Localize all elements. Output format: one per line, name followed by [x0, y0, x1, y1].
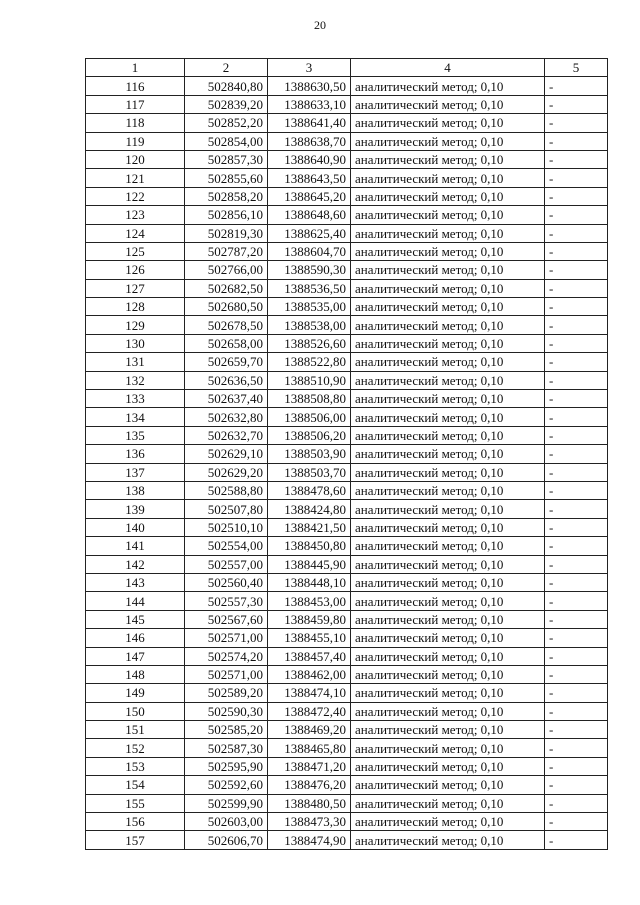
- note-cell: -: [545, 408, 608, 426]
- table-row: [86, 684, 608, 702]
- method-accuracy-cell: аналитический метод; 0,10: [351, 794, 545, 812]
- table-row: [86, 445, 608, 463]
- note-cell: -: [545, 721, 608, 739]
- table-row: [86, 776, 608, 794]
- point-number-cell: 119: [86, 132, 185, 150]
- point-number-cell: 126: [86, 261, 185, 279]
- table-row: [86, 298, 608, 316]
- point-number-cell: 140: [86, 518, 185, 536]
- method-accuracy-cell: аналитический метод; 0,10: [351, 629, 545, 647]
- y-coordinate-cell: 1388465,80: [268, 739, 351, 757]
- table-row: [86, 132, 608, 150]
- note-cell: -: [545, 500, 608, 518]
- method-accuracy-cell: аналитический метод; 0,10: [351, 132, 545, 150]
- note-cell: -: [545, 757, 608, 775]
- point-number-cell: 141: [86, 537, 185, 555]
- method-accuracy-cell: аналитический метод; 0,10: [351, 390, 545, 408]
- table-row: [86, 261, 608, 279]
- note-cell: -: [545, 371, 608, 389]
- column-header-4: 4: [351, 59, 545, 77]
- x-coordinate-cell: 502554,00: [185, 537, 268, 555]
- method-accuracy-cell: аналитический метод; 0,10: [351, 831, 545, 849]
- x-coordinate-cell: 502637,40: [185, 390, 268, 408]
- point-number-cell: 131: [86, 353, 185, 371]
- x-coordinate-cell: 502629,20: [185, 463, 268, 481]
- x-coordinate-cell: 502557,00: [185, 555, 268, 573]
- point-number-cell: 136: [86, 445, 185, 463]
- x-coordinate-cell: 502632,80: [185, 408, 268, 426]
- y-coordinate-cell: 1388535,00: [268, 298, 351, 316]
- x-coordinate-cell: 502571,00: [185, 665, 268, 683]
- x-coordinate-cell: 502839,20: [185, 95, 268, 113]
- y-coordinate-cell: 1388478,60: [268, 481, 351, 499]
- table-row: [86, 610, 608, 628]
- y-coordinate-cell: 1388459,80: [268, 610, 351, 628]
- method-accuracy-cell: аналитический метод; 0,10: [351, 500, 545, 518]
- point-number-cell: 117: [86, 95, 185, 113]
- x-coordinate-cell: 502599,90: [185, 794, 268, 812]
- point-number-cell: 132: [86, 371, 185, 389]
- point-number-cell: 130: [86, 334, 185, 352]
- x-coordinate-cell: 502636,50: [185, 371, 268, 389]
- y-coordinate-cell: 1388473,30: [268, 813, 351, 831]
- table-row: [86, 114, 608, 132]
- note-cell: -: [545, 390, 608, 408]
- note-cell: -: [545, 445, 608, 463]
- y-coordinate-cell: 1388469,20: [268, 721, 351, 739]
- table-row: [86, 150, 608, 168]
- y-coordinate-cell: 1388471,20: [268, 757, 351, 775]
- note-cell: -: [545, 353, 608, 371]
- y-coordinate-cell: 1388645,20: [268, 187, 351, 205]
- table-row: [86, 187, 608, 205]
- note-cell: -: [545, 481, 608, 499]
- note-cell: -: [545, 242, 608, 260]
- method-accuracy-cell: аналитический метод; 0,10: [351, 279, 545, 297]
- point-number-cell: 128: [86, 298, 185, 316]
- table-row: [86, 169, 608, 187]
- point-number-cell: 157: [86, 831, 185, 849]
- x-coordinate-cell: 502560,40: [185, 573, 268, 591]
- y-coordinate-cell: 1388448,10: [268, 573, 351, 591]
- method-accuracy-cell: аналитический метод; 0,10: [351, 757, 545, 775]
- y-coordinate-cell: 1388506,20: [268, 426, 351, 444]
- table-row: [86, 794, 608, 812]
- method-accuracy-cell: аналитический метод; 0,10: [351, 114, 545, 132]
- x-coordinate-cell: 502571,00: [185, 629, 268, 647]
- note-cell: -: [545, 224, 608, 242]
- point-number-cell: 152: [86, 739, 185, 757]
- point-number-cell: 134: [86, 408, 185, 426]
- x-coordinate-cell: 502659,70: [185, 353, 268, 371]
- page-number: 20: [314, 18, 326, 32]
- note-cell: -: [545, 610, 608, 628]
- note-cell: -: [545, 206, 608, 224]
- point-number-cell: 142: [86, 555, 185, 573]
- method-accuracy-cell: аналитический метод; 0,10: [351, 739, 545, 757]
- table-row: [86, 242, 608, 260]
- y-coordinate-cell: 1388474,10: [268, 684, 351, 702]
- y-coordinate-cell: 1388648,60: [268, 206, 351, 224]
- note-cell: -: [545, 831, 608, 849]
- point-number-cell: 133: [86, 390, 185, 408]
- column-header-2: 2: [185, 59, 268, 77]
- x-coordinate-cell: 502606,70: [185, 831, 268, 849]
- note-cell: -: [545, 647, 608, 665]
- point-number-cell: 129: [86, 316, 185, 334]
- y-coordinate-cell: 1388474,90: [268, 831, 351, 849]
- y-coordinate-cell: 1388472,40: [268, 702, 351, 720]
- x-coordinate-cell: 502632,70: [185, 426, 268, 444]
- table-row: [86, 371, 608, 389]
- point-number-cell: 154: [86, 776, 185, 794]
- table-row: [86, 463, 608, 481]
- table-row: [86, 702, 608, 720]
- point-number-cell: 143: [86, 573, 185, 591]
- table-row: [86, 481, 608, 499]
- method-accuracy-cell: аналитический метод; 0,10: [351, 95, 545, 113]
- x-coordinate-cell: 502819,30: [185, 224, 268, 242]
- method-accuracy-cell: аналитический метод; 0,10: [351, 573, 545, 591]
- note-cell: -: [545, 426, 608, 444]
- table-row: [86, 500, 608, 518]
- note-cell: -: [545, 813, 608, 831]
- x-coordinate-cell: 502629,10: [185, 445, 268, 463]
- note-cell: -: [545, 261, 608, 279]
- method-accuracy-cell: аналитический метод; 0,10: [351, 261, 545, 279]
- point-number-cell: 150: [86, 702, 185, 720]
- note-cell: -: [545, 684, 608, 702]
- table-row: [86, 95, 608, 113]
- note-cell: -: [545, 518, 608, 536]
- method-accuracy-cell: аналитический метод; 0,10: [351, 242, 545, 260]
- x-coordinate-cell: 502680,50: [185, 298, 268, 316]
- point-number-cell: 155: [86, 794, 185, 812]
- x-coordinate-cell: 502857,30: [185, 150, 268, 168]
- table-row: [86, 77, 608, 95]
- x-coordinate-cell: 502658,00: [185, 334, 268, 352]
- note-cell: -: [545, 629, 608, 647]
- coordinates-table: [85, 58, 608, 850]
- x-coordinate-cell: 502557,30: [185, 592, 268, 610]
- table-row: [86, 629, 608, 647]
- table-row: [86, 757, 608, 775]
- point-number-cell: 151: [86, 721, 185, 739]
- x-coordinate-cell: 502574,20: [185, 647, 268, 665]
- method-accuracy-cell: аналитический метод; 0,10: [351, 721, 545, 739]
- note-cell: -: [545, 95, 608, 113]
- table-row: [86, 334, 608, 352]
- method-accuracy-cell: аналитический метод; 0,10: [351, 813, 545, 831]
- y-coordinate-cell: 1388640,90: [268, 150, 351, 168]
- point-number-cell: 124: [86, 224, 185, 242]
- y-coordinate-cell: 1388625,40: [268, 224, 351, 242]
- x-coordinate-cell: 502567,60: [185, 610, 268, 628]
- x-coordinate-cell: 502858,20: [185, 187, 268, 205]
- note-cell: -: [545, 776, 608, 794]
- x-coordinate-cell: 502787,20: [185, 242, 268, 260]
- note-cell: -: [545, 169, 608, 187]
- method-accuracy-cell: аналитический метод; 0,10: [351, 592, 545, 610]
- point-number-cell: 123: [86, 206, 185, 224]
- table-row: [86, 573, 608, 591]
- x-coordinate-cell: 502766,00: [185, 261, 268, 279]
- note-cell: -: [545, 132, 608, 150]
- table-header-row: [86, 59, 608, 77]
- point-number-cell: 148: [86, 665, 185, 683]
- y-coordinate-cell: 1388445,90: [268, 555, 351, 573]
- table-row: [86, 813, 608, 831]
- method-accuracy-cell: аналитический метод; 0,10: [351, 426, 545, 444]
- note-cell: -: [545, 537, 608, 555]
- y-coordinate-cell: 1388590,30: [268, 261, 351, 279]
- x-coordinate-cell: 502852,20: [185, 114, 268, 132]
- note-cell: -: [545, 316, 608, 334]
- y-coordinate-cell: 1388462,00: [268, 665, 351, 683]
- table-row: [86, 408, 608, 426]
- x-coordinate-cell: 502603,00: [185, 813, 268, 831]
- point-number-cell: 121: [86, 169, 185, 187]
- y-coordinate-cell: 1388453,00: [268, 592, 351, 610]
- point-number-cell: 144: [86, 592, 185, 610]
- note-cell: -: [545, 463, 608, 481]
- table-row: [86, 279, 608, 297]
- y-coordinate-cell: 1388476,20: [268, 776, 351, 794]
- point-number-cell: 146: [86, 629, 185, 647]
- x-coordinate-cell: 502588,80: [185, 481, 268, 499]
- point-number-cell: 116: [86, 77, 185, 95]
- y-coordinate-cell: 1388538,00: [268, 316, 351, 334]
- note-cell: -: [545, 187, 608, 205]
- note-cell: -: [545, 702, 608, 720]
- point-number-cell: 145: [86, 610, 185, 628]
- method-accuracy-cell: аналитический метод; 0,10: [351, 445, 545, 463]
- point-number-cell: 127: [86, 279, 185, 297]
- table-row: [86, 721, 608, 739]
- note-cell: -: [545, 573, 608, 591]
- method-accuracy-cell: аналитический метод; 0,10: [351, 187, 545, 205]
- note-cell: -: [545, 150, 608, 168]
- point-number-cell: 149: [86, 684, 185, 702]
- note-cell: -: [545, 334, 608, 352]
- table-row: [86, 537, 608, 555]
- x-coordinate-cell: 502840,80: [185, 77, 268, 95]
- method-accuracy-cell: аналитический метод; 0,10: [351, 463, 545, 481]
- x-coordinate-cell: 502507,80: [185, 500, 268, 518]
- note-cell: -: [545, 114, 608, 132]
- method-accuracy-cell: аналитический метод; 0,10: [351, 298, 545, 316]
- method-accuracy-cell: аналитический метод; 0,10: [351, 316, 545, 334]
- x-coordinate-cell: 502855,60: [185, 169, 268, 187]
- point-number-cell: 125: [86, 242, 185, 260]
- method-accuracy-cell: аналитический метод; 0,10: [351, 555, 545, 573]
- point-number-cell: 138: [86, 481, 185, 499]
- table-row: [86, 518, 608, 536]
- table-row: [86, 353, 608, 371]
- y-coordinate-cell: 1388526,60: [268, 334, 351, 352]
- method-accuracy-cell: аналитический метод; 0,10: [351, 518, 545, 536]
- method-accuracy-cell: аналитический метод; 0,10: [351, 224, 545, 242]
- x-coordinate-cell: 502592,60: [185, 776, 268, 794]
- method-accuracy-cell: аналитический метод; 0,10: [351, 334, 545, 352]
- column-header-5: 5: [545, 59, 608, 77]
- y-coordinate-cell: 1388633,10: [268, 95, 351, 113]
- column-header-3: 3: [268, 59, 351, 77]
- y-coordinate-cell: 1388604,70: [268, 242, 351, 260]
- table-row: [86, 426, 608, 444]
- method-accuracy-cell: аналитический метод; 0,10: [351, 537, 545, 555]
- y-coordinate-cell: 1388522,80: [268, 353, 351, 371]
- table-row: [86, 390, 608, 408]
- y-coordinate-cell: 1388638,70: [268, 132, 351, 150]
- x-coordinate-cell: 502856,10: [185, 206, 268, 224]
- method-accuracy-cell: аналитический метод; 0,10: [351, 610, 545, 628]
- y-coordinate-cell: 1388457,40: [268, 647, 351, 665]
- y-coordinate-cell: 1388641,40: [268, 114, 351, 132]
- point-number-cell: 139: [86, 500, 185, 518]
- table-row: [86, 592, 608, 610]
- table-row: [86, 224, 608, 242]
- method-accuracy-cell: аналитический метод; 0,10: [351, 702, 545, 720]
- note-cell: -: [545, 739, 608, 757]
- point-number-cell: 153: [86, 757, 185, 775]
- method-accuracy-cell: аналитический метод; 0,10: [351, 647, 545, 665]
- point-number-cell: 135: [86, 426, 185, 444]
- method-accuracy-cell: аналитический метод; 0,10: [351, 150, 545, 168]
- table-row: [86, 665, 608, 683]
- x-coordinate-cell: 502595,90: [185, 757, 268, 775]
- point-number-cell: 137: [86, 463, 185, 481]
- x-coordinate-cell: 502590,30: [185, 702, 268, 720]
- method-accuracy-cell: аналитический метод; 0,10: [351, 371, 545, 389]
- note-cell: -: [545, 77, 608, 95]
- point-number-cell: 118: [86, 114, 185, 132]
- point-number-cell: 147: [86, 647, 185, 665]
- method-accuracy-cell: аналитический метод; 0,10: [351, 684, 545, 702]
- y-coordinate-cell: 1388450,80: [268, 537, 351, 555]
- y-coordinate-cell: 1388506,00: [268, 408, 351, 426]
- table-row: [86, 739, 608, 757]
- x-coordinate-cell: 502585,20: [185, 721, 268, 739]
- method-accuracy-cell: аналитический метод; 0,10: [351, 169, 545, 187]
- x-coordinate-cell: 502854,00: [185, 132, 268, 150]
- note-cell: -: [545, 555, 608, 573]
- point-number-cell: 122: [86, 187, 185, 205]
- y-coordinate-cell: 1388421,50: [268, 518, 351, 536]
- method-accuracy-cell: аналитический метод; 0,10: [351, 353, 545, 371]
- x-coordinate-cell: 502589,20: [185, 684, 268, 702]
- table-row: [86, 206, 608, 224]
- y-coordinate-cell: 1388508,80: [268, 390, 351, 408]
- y-coordinate-cell: 1388510,90: [268, 371, 351, 389]
- y-coordinate-cell: 1388503,70: [268, 463, 351, 481]
- y-coordinate-cell: 1388503,90: [268, 445, 351, 463]
- table-row: [86, 647, 608, 665]
- method-accuracy-cell: аналитический метод; 0,10: [351, 206, 545, 224]
- table-row: [86, 831, 608, 849]
- method-accuracy-cell: аналитический метод; 0,10: [351, 77, 545, 95]
- note-cell: -: [545, 592, 608, 610]
- method-accuracy-cell: аналитический метод; 0,10: [351, 665, 545, 683]
- note-cell: -: [545, 298, 608, 316]
- table-row: [86, 555, 608, 573]
- y-coordinate-cell: 1388480,50: [268, 794, 351, 812]
- column-header-1: 1: [86, 59, 185, 77]
- y-coordinate-cell: 1388630,50: [268, 77, 351, 95]
- point-number-cell: 120: [86, 150, 185, 168]
- y-coordinate-cell: 1388455,10: [268, 629, 351, 647]
- x-coordinate-cell: 502678,50: [185, 316, 268, 334]
- note-cell: -: [545, 794, 608, 812]
- x-coordinate-cell: 502587,30: [185, 739, 268, 757]
- table-body: [86, 77, 608, 849]
- note-cell: -: [545, 665, 608, 683]
- method-accuracy-cell: аналитический метод; 0,10: [351, 776, 545, 794]
- method-accuracy-cell: аналитический метод; 0,10: [351, 408, 545, 426]
- y-coordinate-cell: 1388643,50: [268, 169, 351, 187]
- method-accuracy-cell: аналитический метод; 0,10: [351, 481, 545, 499]
- note-cell: -: [545, 279, 608, 297]
- y-coordinate-cell: 1388424,80: [268, 500, 351, 518]
- y-coordinate-cell: 1388536,50: [268, 279, 351, 297]
- table-row: [86, 316, 608, 334]
- x-coordinate-cell: 502510,10: [185, 518, 268, 536]
- point-number-cell: 156: [86, 813, 185, 831]
- x-coordinate-cell: 502682,50: [185, 279, 268, 297]
